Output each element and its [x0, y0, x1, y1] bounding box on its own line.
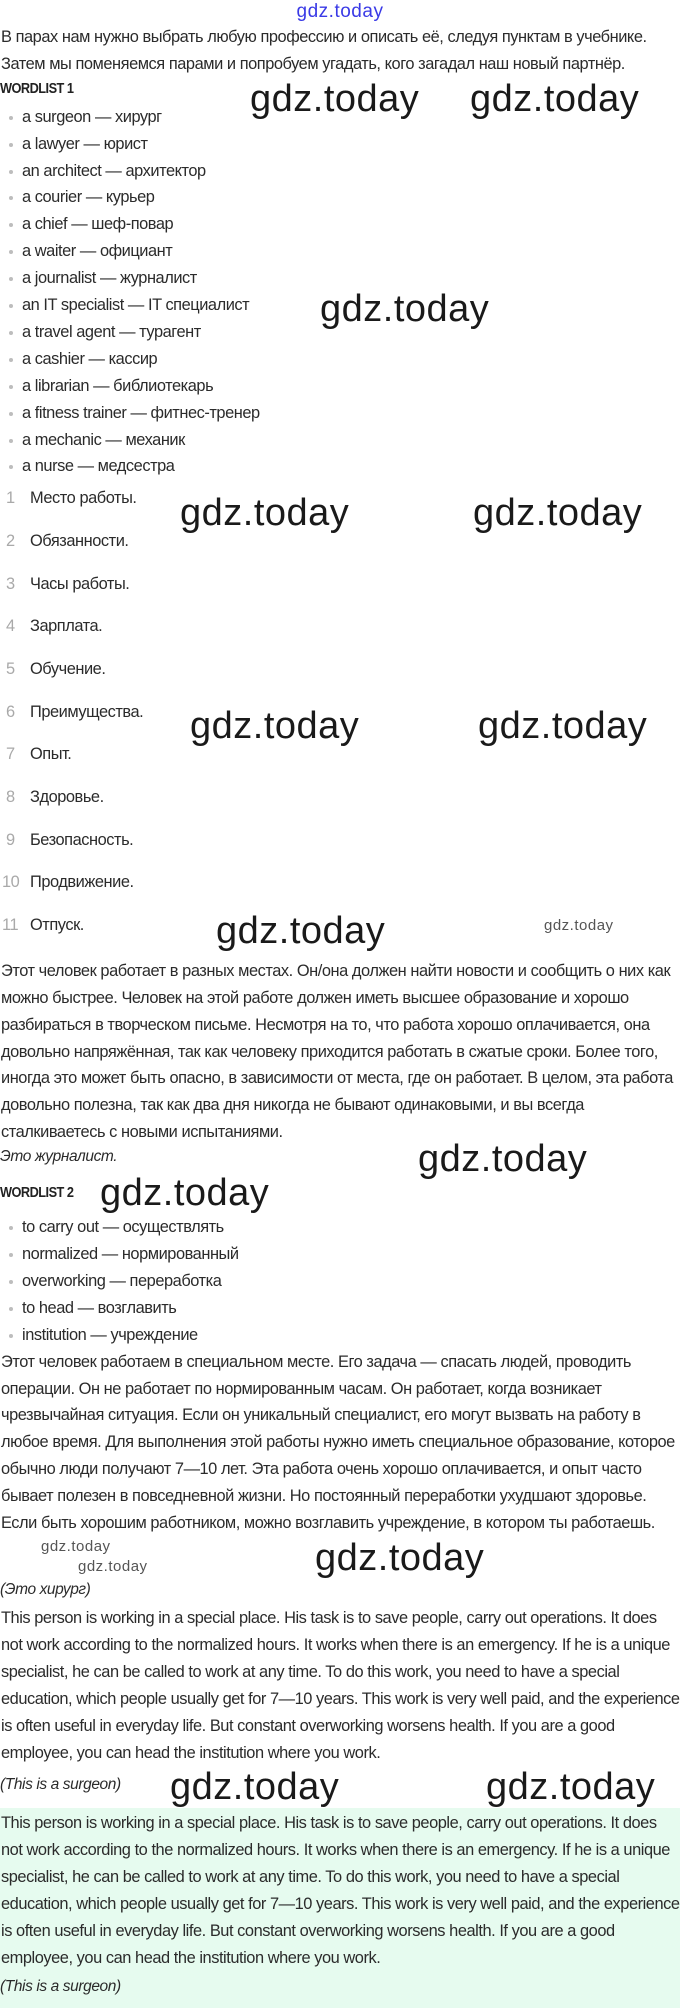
watermark: gdz.today [180, 492, 350, 535]
watermark: gdz.today [250, 77, 420, 120]
watermark: gdz.today [216, 910, 386, 953]
journalist-text: Этот человек работает в разных местах. Он/она должен найти новости и сообщить о них как можно быстрее. Человек на этой работе должен иметь высшее образование и хорошо разбираться в творческом письме. Несмотря на то, что работа хорошо оплачивается, она довольно напряжённая, так как человеку приходится работать в сжатые сроки. Более того, иногда это может быть опасно, в зависимости от места, где он работает. В целом, эта работа довольно полезна, так как два дня никогда не бывают одинаковыми, и вы всегда сталкиваетесь с новыми испытаниями. [1, 961, 673, 1142]
wordlist-item [0, 238, 680, 265]
wordlist-item [0, 104, 680, 131]
watermark: gdz.today [486, 1766, 656, 1809]
point-text: Отпуск. [30, 916, 84, 935]
wordlist-item-text: a lawyer — юрист [22, 134, 148, 153]
wordlist-item [0, 1268, 680, 1295]
point-number: 10 [2, 873, 20, 892]
point-number: 8 [6, 788, 15, 807]
bullet-icon [9, 1253, 13, 1257]
point-text: Здоровье. [30, 788, 104, 807]
watermark: gdz.today [478, 705, 648, 748]
bullet-icon [9, 304, 13, 308]
wordlist-2-heading [0, 1172, 680, 1214]
wordlist-item [0, 400, 680, 427]
description-point [0, 744, 680, 787]
point-text: Преимущества. [30, 702, 144, 721]
bullet-icon [9, 196, 13, 200]
wordlist-item-text: to carry out — осуществлять [22, 1218, 224, 1237]
wordlist-item-text: a fitness trainer — фитнес-тренер [22, 403, 260, 422]
point-text: Опыт. [30, 745, 72, 764]
wordlist-item-text: a surgeon — хирург [22, 107, 162, 126]
surgeon-en-answer: (This is a surgeon) [0, 1776, 121, 1794]
surgeon-en-answer-highlighted: (This is a surgeon) [0, 1977, 121, 1995]
journalist-answer-block [0, 1138, 680, 1181]
point-number: 7 [6, 745, 15, 764]
watermark-small: gdz.today [41, 1537, 111, 1555]
watermark: gdz.today [315, 1536, 485, 1579]
wordlist-item-text: a courier — курьер [22, 188, 155, 207]
wordlist-item-text: a waiter — официант [22, 242, 173, 261]
watermark-small: gdz.today [544, 917, 614, 935]
point-text: Зарплата. [30, 617, 103, 636]
wordlist-item [0, 427, 680, 454]
point-number: 5 [6, 660, 15, 679]
journalist-paragraph [0, 958, 680, 1146]
description-points [0, 488, 680, 958]
wordlist-item-text: a nurse — медсестра [22, 457, 175, 476]
top-watermark-row [0, 0, 680, 24]
point-number: 2 [6, 531, 15, 550]
wordlist-2 [0, 1214, 680, 1348]
description-point [0, 659, 680, 702]
wordlist-1-title: WORDLIST 1 [0, 80, 74, 97]
wordlist-item-text: overworking — переработка [22, 1271, 222, 1290]
point-text: Обучение. [30, 660, 106, 679]
bullet-icon [9, 385, 13, 389]
wordlist-item [0, 1322, 680, 1349]
surgeon-ru-answer: (Это хирург) [0, 1580, 91, 1598]
wordlist-item [0, 131, 680, 158]
bullet-icon [9, 143, 13, 147]
wordlist-item-text: to head — возглавить [22, 1298, 177, 1317]
bullet-icon [9, 277, 13, 281]
watermark: gdz.today [470, 77, 640, 120]
bullet-icon [9, 331, 13, 335]
wordlist-item-text: an IT specialist — IT специалист [22, 296, 250, 315]
surgeon-en-paragraph [0, 1605, 680, 1766]
wordlist-item-text: normalized — нормированный [22, 1245, 239, 1264]
point-text: Место работы. [30, 489, 137, 508]
wordlist-item-text: a chief — шеф-повар [22, 215, 174, 234]
bullet-icon [9, 1307, 13, 1311]
wordlist-item [0, 211, 680, 238]
wordlist-item [0, 1295, 680, 1322]
surgeon-en-answer-block [0, 1766, 680, 1808]
bullet-icon [9, 465, 13, 469]
bullet-icon [9, 358, 13, 362]
wordlist-item [0, 1214, 680, 1241]
bullet-icon [9, 250, 13, 254]
point-text: Обязанности. [30, 531, 129, 550]
bullet-icon [9, 1226, 13, 1230]
surgeon-en-text-highlighted: This person is working in a special place. His task is to save people, carry out operations. It does not work according to the normalized hours. It works when there is an emergency. If he is a unique specialist, he can be called to work at any time. To do this work, you need to have a special education, which people usually get for 7—10 years. This work is very well paid, and the experience is often useful in everyday life. But constant overworking worsens health. If you are a good employee, you can head the institution where you work. [1, 1814, 680, 1967]
watermark: gdz.today [190, 705, 360, 748]
point-text: Продвижение. [30, 873, 134, 892]
bullet-icon [9, 223, 13, 227]
watermark: gdz.today [320, 287, 490, 330]
wordlist-item [0, 453, 680, 480]
point-text: Безопасность. [30, 830, 134, 849]
wordlist-item-text: a journalist — журналист [22, 269, 197, 288]
bullet-icon [9, 412, 13, 416]
point-number: 3 [6, 574, 15, 593]
wordlist-item-text: a cashier — кассир [22, 349, 158, 368]
point-number: 4 [6, 617, 15, 636]
watermark-row [0, 1537, 680, 1579]
bullet-icon [9, 439, 13, 443]
wordlist-2-title: WORDLIST 2 [0, 1185, 74, 1202]
intro-paragraph [0, 24, 680, 78]
surgeon-ru-answer-block [0, 1579, 680, 1605]
watermark: gdz.today [473, 492, 643, 535]
highlighted-answer-background [0, 1808, 680, 2007]
watermark: gdz.today [418, 1138, 588, 1181]
point-number: 11 [2, 916, 19, 935]
description-point [0, 872, 680, 915]
intro-text: В парах нам нужно выбрать любую профессию и описать её, следуя пунктам в учебнике. Затем мы поменяемся парами и попробуем угадать, кого загадал наш новый партнёр. [1, 28, 647, 73]
wordlist-item-text: an architect — архитектор [22, 161, 206, 180]
description-point [0, 574, 680, 617]
journalist-answer: Это журналист. [0, 1148, 118, 1166]
wordlist-item-text: a librarian — библиотекарь [22, 376, 214, 395]
point-number: 1 [6, 489, 15, 508]
surgeon-ru-text: Этот человек работаем в специальном месте. Его задача — спасать людей, проводить операции. Он не работает по нормированным часам. Он работает, когда возникает чрезвычайная ситуация. Если он уникальный специалист, его могут вызвать на работу в любое время. Для выполнения этой работы нужно иметь специальное образование, которое обычно люди получают 7—10 лет. Эта работа очень хорошо оплачивается, и опыт часто бывает полезен в повседневной жизни. Но постоянный переработки ухудшают здоровье. Если быть хорошим работником, можно возглавить учреждение, в котором ты работаешь. [1, 1352, 675, 1533]
point-text: Часы работы. [30, 574, 130, 593]
point-number: 9 [6, 830, 15, 849]
wordlist-item [0, 1241, 680, 1268]
bullet-icon [9, 1280, 13, 1284]
surgeon-ru-paragraph [0, 1349, 680, 1537]
bullet-icon [9, 116, 13, 120]
description-point [0, 830, 680, 873]
wordlist-item [0, 158, 680, 185]
watermark-small: gdz.today [78, 1557, 148, 1575]
watermark-top: gdz.today [296, 1, 384, 22]
description-point [0, 787, 680, 830]
bullet-icon [9, 170, 13, 174]
point-number: 6 [6, 702, 15, 721]
wordlist-item-text: a mechanic — механик [22, 430, 185, 449]
watermark: gdz.today [100, 1172, 270, 1215]
wordlist-item-text: a travel agent — турагент [22, 322, 201, 341]
wordlist-item [0, 346, 680, 373]
wordlist-item-text: institution — учреждение [22, 1325, 198, 1344]
watermark: gdz.today [170, 1766, 340, 1809]
description-point [0, 531, 680, 574]
surgeon-en-text: This person is working in a special place. His task is to save people, carry out operations. It does not work according to the normalized hours. It works when there is an emergency. If he is a unique specialist, he can be called to work at any time. To do this work, you need to have a special education, which people usually get for 7—10 years. This work is very well paid, and the experience is often useful in everyday life. But constant overworking worsens health. If you are a good employee, you can head the institution where you work. [1, 1608, 680, 1762]
wordlist-item [0, 184, 680, 211]
wordlist-1 [0, 104, 680, 480]
description-point [0, 616, 680, 659]
bullet-icon [9, 1334, 13, 1338]
wordlist-item [0, 373, 680, 400]
